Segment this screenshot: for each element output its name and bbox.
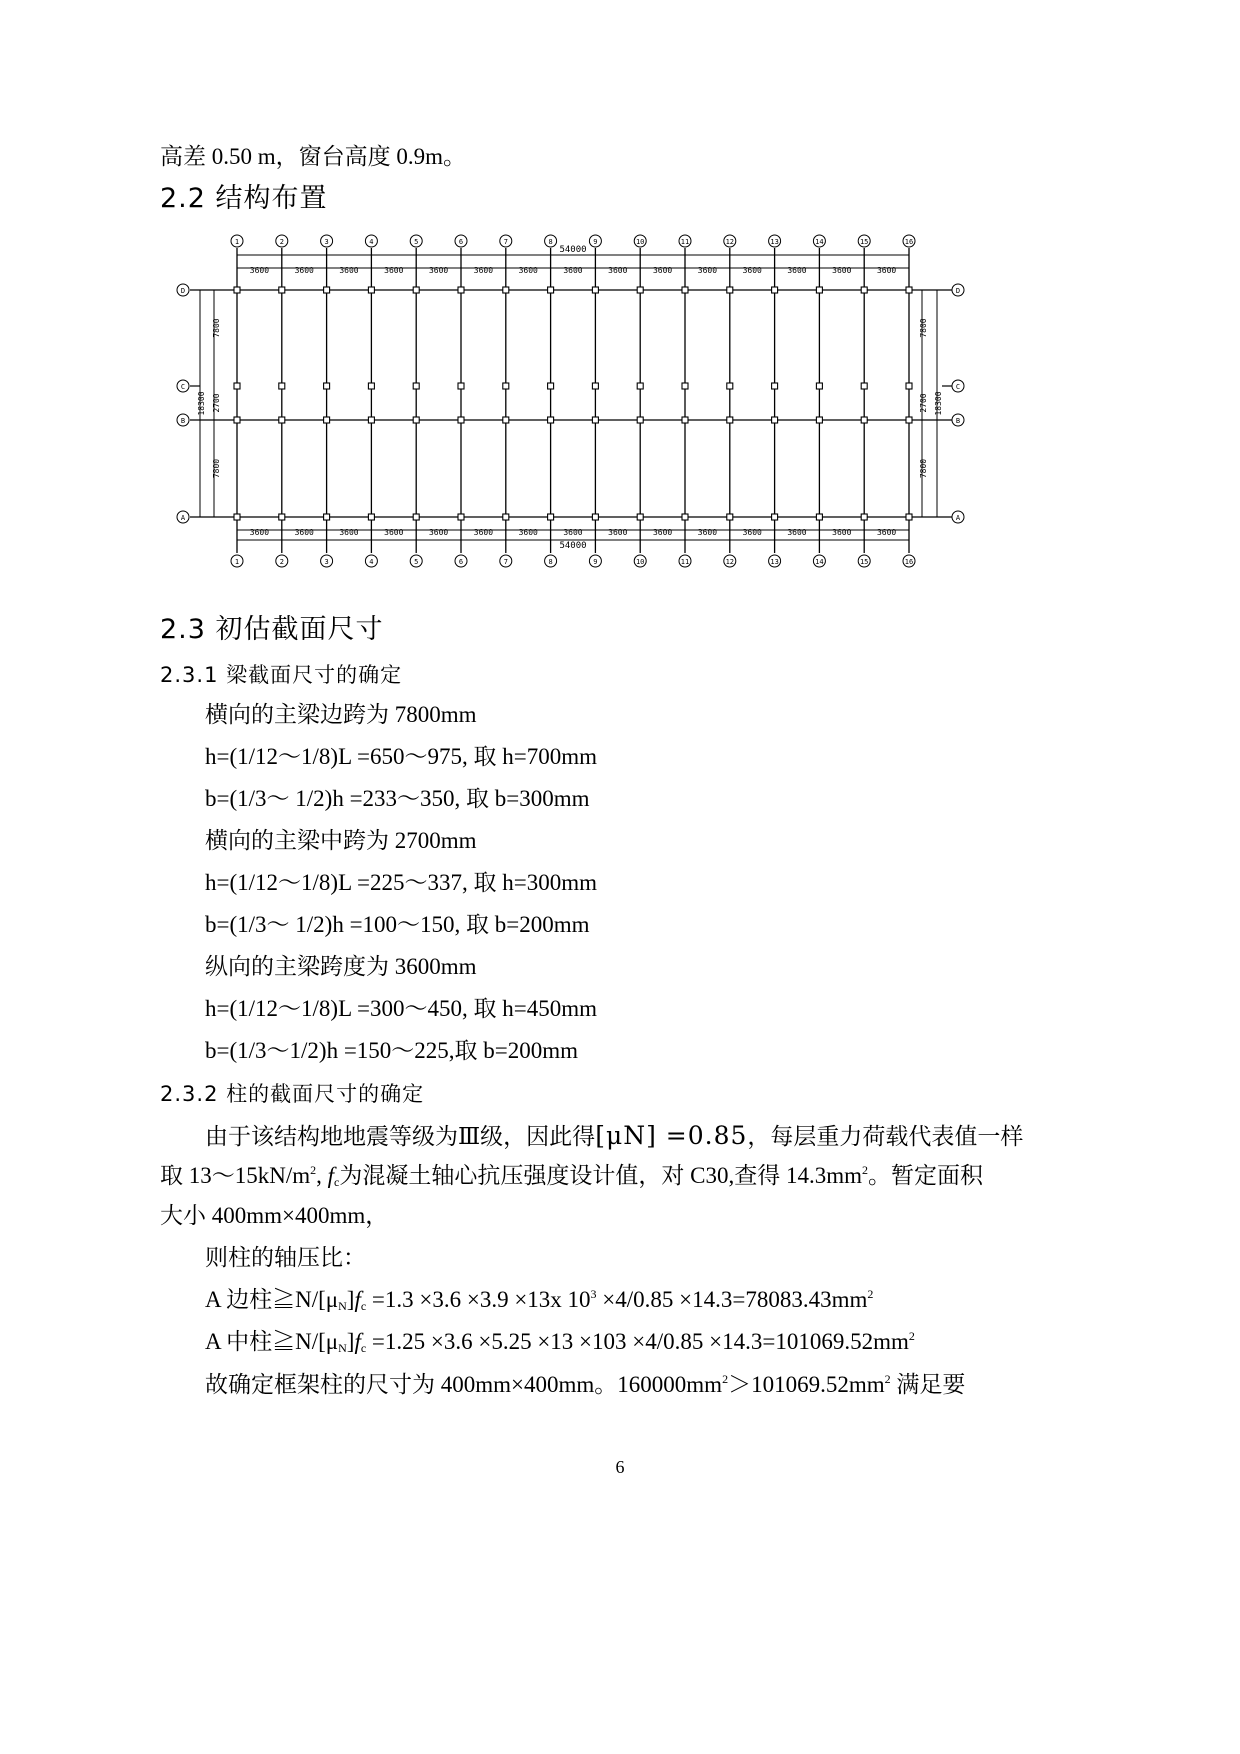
column-paragraph-line-3: 大小 400mm×400mm，	[160, 1203, 389, 1228]
axis-number-label: 2	[279, 558, 284, 566]
dimension-bay-top: 3600	[742, 266, 762, 275]
beam-line: h=(1/12～1/8)L =300～450, 取 h=450mm	[205, 996, 597, 1021]
axis-letter-label: D	[955, 287, 961, 295]
axis-number-label: 5	[414, 558, 419, 566]
column-marker	[816, 514, 822, 520]
column-marker	[637, 417, 643, 423]
dimension-bay-top: 3600	[608, 266, 628, 275]
superscript: 2	[861, 1163, 868, 1177]
axis-number-label: 10	[635, 558, 645, 566]
column-marker	[413, 383, 419, 389]
dimension-width-left: 18300	[197, 391, 206, 416]
text-span: 。暂定面积	[867, 1163, 983, 1188]
beam-line: h=(1/12～1/8)L =225～337, 取 h=300mm	[205, 870, 597, 895]
axis-number-label: 3	[324, 238, 329, 246]
axis-number-label: 2	[279, 238, 284, 246]
axis-number-label: 6	[458, 238, 464, 246]
axis-number-label: 16	[904, 238, 914, 246]
column-marker	[279, 287, 285, 293]
text-span: 故确定框架柱的尺寸为 400mm×400mm。160000mm	[205, 1372, 723, 1397]
axis-number-label: 12	[725, 558, 735, 566]
column-marker	[861, 417, 867, 423]
middle-column-formula	[205, 1327, 915, 1357]
column-marker	[503, 383, 509, 389]
column-marker	[682, 287, 688, 293]
column-marker	[637, 287, 643, 293]
dimension-bay-top: 3600	[473, 266, 494, 275]
dimension-bay-top: 3600	[787, 266, 807, 275]
dimension-bay-bottom: 3600	[294, 528, 314, 537]
axis-letter-label: A	[180, 514, 186, 522]
superscript: 2	[884, 1372, 891, 1386]
dimension-bay-bottom: 3600	[652, 528, 673, 537]
column-marker	[503, 514, 509, 520]
text-span: A 中柱≧N/[μ	[205, 1329, 339, 1354]
superscript: 2	[867, 1287, 874, 1301]
axis-number-label: 13	[770, 238, 779, 246]
column-marker	[279, 417, 285, 423]
subscript: N	[338, 1341, 347, 1355]
column-paragraph-line-1	[205, 1121, 1023, 1152]
axis-number-label: 10	[635, 238, 645, 246]
text-span: A 边柱≧N/[μ	[205, 1287, 339, 1312]
column-marker	[861, 287, 867, 293]
section-heading-2-3: 2.3 初估截面尺寸	[160, 614, 384, 645]
column-marker	[548, 383, 554, 389]
column-marker	[548, 514, 554, 520]
superscript: 2	[722, 1372, 729, 1386]
axis-number-label: 4	[369, 238, 374, 246]
beam-line: h=(1/12～1/8)L =650～975, 取 h=700mm	[205, 744, 597, 769]
dimension-bay-top: 3600	[518, 266, 538, 275]
column-marker	[906, 417, 912, 423]
axis-number-label: 13	[770, 558, 779, 566]
column-marker	[368, 287, 374, 293]
dimension-side-right: 7800	[919, 318, 928, 338]
column-marker	[682, 417, 688, 423]
dimension-bay-bottom: 3600	[787, 528, 807, 537]
axis-number-label: 8	[548, 238, 553, 246]
section-heading-2-3-2: 2.3.2 柱的截面尺寸的确定	[160, 1082, 425, 1106]
axis-letter-label: C	[955, 383, 961, 391]
beam-line: 横向的主梁中跨为 2700mm	[205, 828, 477, 853]
axis-letter-label: D	[180, 287, 186, 295]
axis-number-label: 14	[815, 558, 824, 566]
text-span: 取 13～15kN/m	[160, 1163, 311, 1188]
subscript: c	[360, 1299, 367, 1313]
beam-line: 纵向的主梁跨度为 3600mm	[205, 954, 477, 979]
column-marker	[727, 383, 733, 389]
dimension-total-top: 54000	[559, 245, 587, 255]
axis-number-label: 7	[503, 558, 508, 566]
column-marker	[324, 514, 330, 520]
dimension-bay-bottom: 3600	[518, 528, 538, 537]
axis-number-label: 7	[503, 238, 508, 246]
column-marker	[637, 383, 643, 389]
dimension-bay-top: 3600	[652, 266, 673, 275]
superscript: 2	[908, 1329, 915, 1343]
axis-number-label: 11	[680, 238, 690, 246]
column-marker	[234, 514, 240, 520]
column-marker	[772, 287, 778, 293]
column-marker	[816, 383, 822, 389]
column-marker	[368, 417, 374, 423]
dimension-side-right: 2700	[919, 393, 928, 413]
dimension-bay-bottom: 3600	[384, 528, 404, 537]
superscript: 2	[310, 1163, 317, 1177]
column-marker	[279, 514, 285, 520]
column-marker	[906, 514, 912, 520]
column-marker	[368, 514, 374, 520]
column-marker	[772, 383, 778, 389]
column-marker	[368, 383, 374, 389]
structural-plan-drawing	[0, 0, 1240, 640]
column-marker	[861, 383, 867, 389]
text-span: 满足要	[890, 1372, 966, 1397]
axis-number-label: 15	[859, 558, 869, 566]
page-number: 6	[615, 1457, 625, 1477]
beam-line: b=(1/3～1/2)h =150～225,取 b=200mm	[205, 1038, 579, 1063]
axis-number-label: 9	[593, 238, 598, 246]
column-marker	[234, 383, 240, 389]
axis-number-label: 1	[234, 558, 240, 566]
dimension-bay-bottom: 3600	[428, 528, 449, 537]
column-marker	[682, 383, 688, 389]
subscript: c	[334, 1175, 340, 1189]
column-marker	[727, 514, 733, 520]
axis-number-label: 9	[593, 558, 598, 566]
dimension-bay-top: 3600	[294, 266, 314, 275]
column-marker	[682, 514, 688, 520]
column-marker	[637, 514, 643, 520]
column-marker	[816, 417, 822, 423]
axis-letter-label: A	[955, 514, 961, 522]
beam-line: b=(1/3～ 1/2)h =100～150, 取 b=200mm	[205, 912, 590, 937]
dimension-bay-bottom: 3600	[832, 528, 852, 537]
column-marker	[413, 287, 419, 293]
column-marker	[772, 514, 778, 520]
dimension-bay-bottom: 3600	[876, 528, 897, 537]
column-marker	[592, 383, 598, 389]
dimension-width-right: 18300	[934, 391, 943, 416]
column-marker	[592, 417, 598, 423]
axis-number-label: 8	[548, 558, 553, 566]
column-marker	[324, 287, 330, 293]
column-marker	[234, 417, 240, 423]
column-marker	[772, 417, 778, 423]
column-marker	[234, 287, 240, 293]
dimension-bay-top: 3600	[249, 266, 270, 275]
column-marker	[279, 383, 285, 389]
axis-number-label: 14	[815, 238, 824, 246]
column-marker	[413, 514, 419, 520]
column-paragraph-line-4: 则柱的轴压比：	[205, 1245, 366, 1270]
text-span: ]	[346, 1329, 355, 1354]
dimension-bay-top: 3600	[876, 266, 897, 275]
axis-number-label: 12	[725, 238, 735, 246]
dimension-bay-bottom: 3600	[608, 528, 628, 537]
subscript: c	[360, 1341, 367, 1355]
axis-number-label: 11	[680, 558, 690, 566]
axis-number-label: 4	[369, 558, 374, 566]
column-marker	[727, 417, 733, 423]
dimension-bay-bottom: 3600	[473, 528, 494, 537]
dimension-bay-bottom: 3600	[249, 528, 270, 537]
column-marker	[548, 287, 554, 293]
column-marker	[592, 287, 598, 293]
text-span: ，每层重力荷载代表值一样	[747, 1124, 1024, 1149]
fc-symbol: f	[327, 1163, 335, 1188]
text-span: 为混凝土轴心抗压强度设计值，对 C30,查得 14.3mm	[339, 1163, 862, 1188]
axis-number-label: 16	[904, 558, 914, 566]
dimension-bay-top: 3600	[384, 266, 404, 275]
axis-letter-label: B	[955, 417, 961, 425]
axis-number-label: 3	[324, 558, 329, 566]
text-span: ＞101069.52mm	[728, 1372, 885, 1397]
dimension-bay-top: 3600	[339, 266, 359, 275]
mu-n-formula: [μN] =0.85	[595, 1121, 748, 1150]
intro-line: 高差 0.50 m，窗台高度 0.9m。	[160, 144, 467, 169]
dimension-bay-bottom: 3600	[563, 528, 583, 537]
column-marker	[413, 417, 419, 423]
text-span: ×4/0.85 ×14.3=78083.43mm	[596, 1287, 868, 1312]
beam-line: b=(1/3～ 1/2)h =233～350, 取 b=300mm	[205, 786, 590, 811]
column-marker	[324, 383, 330, 389]
column-marker	[458, 287, 464, 293]
fc-symbol: f	[354, 1329, 361, 1354]
column-marker	[548, 417, 554, 423]
section-heading-2-2: 2.2 结构布置	[160, 183, 328, 214]
edge-column-formula	[205, 1285, 873, 1315]
axis-number-label: 1	[234, 238, 240, 246]
column-marker	[458, 514, 464, 520]
dimension-bay-top: 3600	[428, 266, 449, 275]
column-marker	[503, 287, 509, 293]
dimension-side-right: 7800	[919, 458, 928, 479]
text-span: ]	[346, 1287, 355, 1312]
axis-number-label: 5	[414, 238, 419, 246]
section-heading-2-3-1: 2.3.1 梁截面尺寸的确定	[160, 663, 403, 687]
dimension-side-left: 2700	[212, 393, 221, 413]
column-marker	[458, 417, 464, 423]
column-marker	[906, 383, 912, 389]
column-marker	[861, 514, 867, 520]
axis-letter-label: B	[180, 417, 186, 425]
beam-line: 横向的主梁边跨为 7800mm	[205, 702, 477, 727]
dimension-bay-top: 3600	[697, 266, 718, 275]
axis-number-label: 15	[859, 238, 869, 246]
dimension-side-left: 7800	[212, 318, 221, 338]
column-paragraph-line-2	[160, 1161, 983, 1191]
final-conclusion-line	[205, 1370, 965, 1400]
dimension-bay-bottom: 3600	[339, 528, 359, 537]
dimension-total-bottom: 54000	[559, 541, 587, 551]
column-marker	[727, 287, 733, 293]
dimension-bay-top: 3600	[563, 266, 583, 275]
dimension-side-left: 7800	[212, 458, 221, 479]
dimension-bay-bottom: 3600	[742, 528, 762, 537]
dimension-bay-bottom: 3600	[697, 528, 718, 537]
column-marker	[816, 287, 822, 293]
text-span: =1.3 ×3.6 ×3.9 ×13x 10	[366, 1287, 591, 1312]
column-marker	[458, 383, 464, 389]
column-marker	[906, 287, 912, 293]
axis-number-label: 6	[458, 558, 464, 566]
text-span: 由于该结构地地震等级为Ⅲ级，因此得	[205, 1124, 596, 1149]
subscript: N	[338, 1299, 347, 1313]
fc-symbol: f	[354, 1287, 361, 1312]
axis-letter-label: C	[180, 383, 186, 391]
column-marker	[324, 417, 330, 423]
column-marker	[503, 417, 509, 423]
dimension-bay-top: 3600	[832, 266, 852, 275]
superscript: 3	[590, 1287, 597, 1301]
text-span: ,	[316, 1163, 328, 1188]
column-marker	[592, 514, 598, 520]
text-span: =1.25 ×3.6 ×5.25 ×13 ×103 ×4/0.85 ×14.3=101069.52mm	[366, 1329, 909, 1354]
